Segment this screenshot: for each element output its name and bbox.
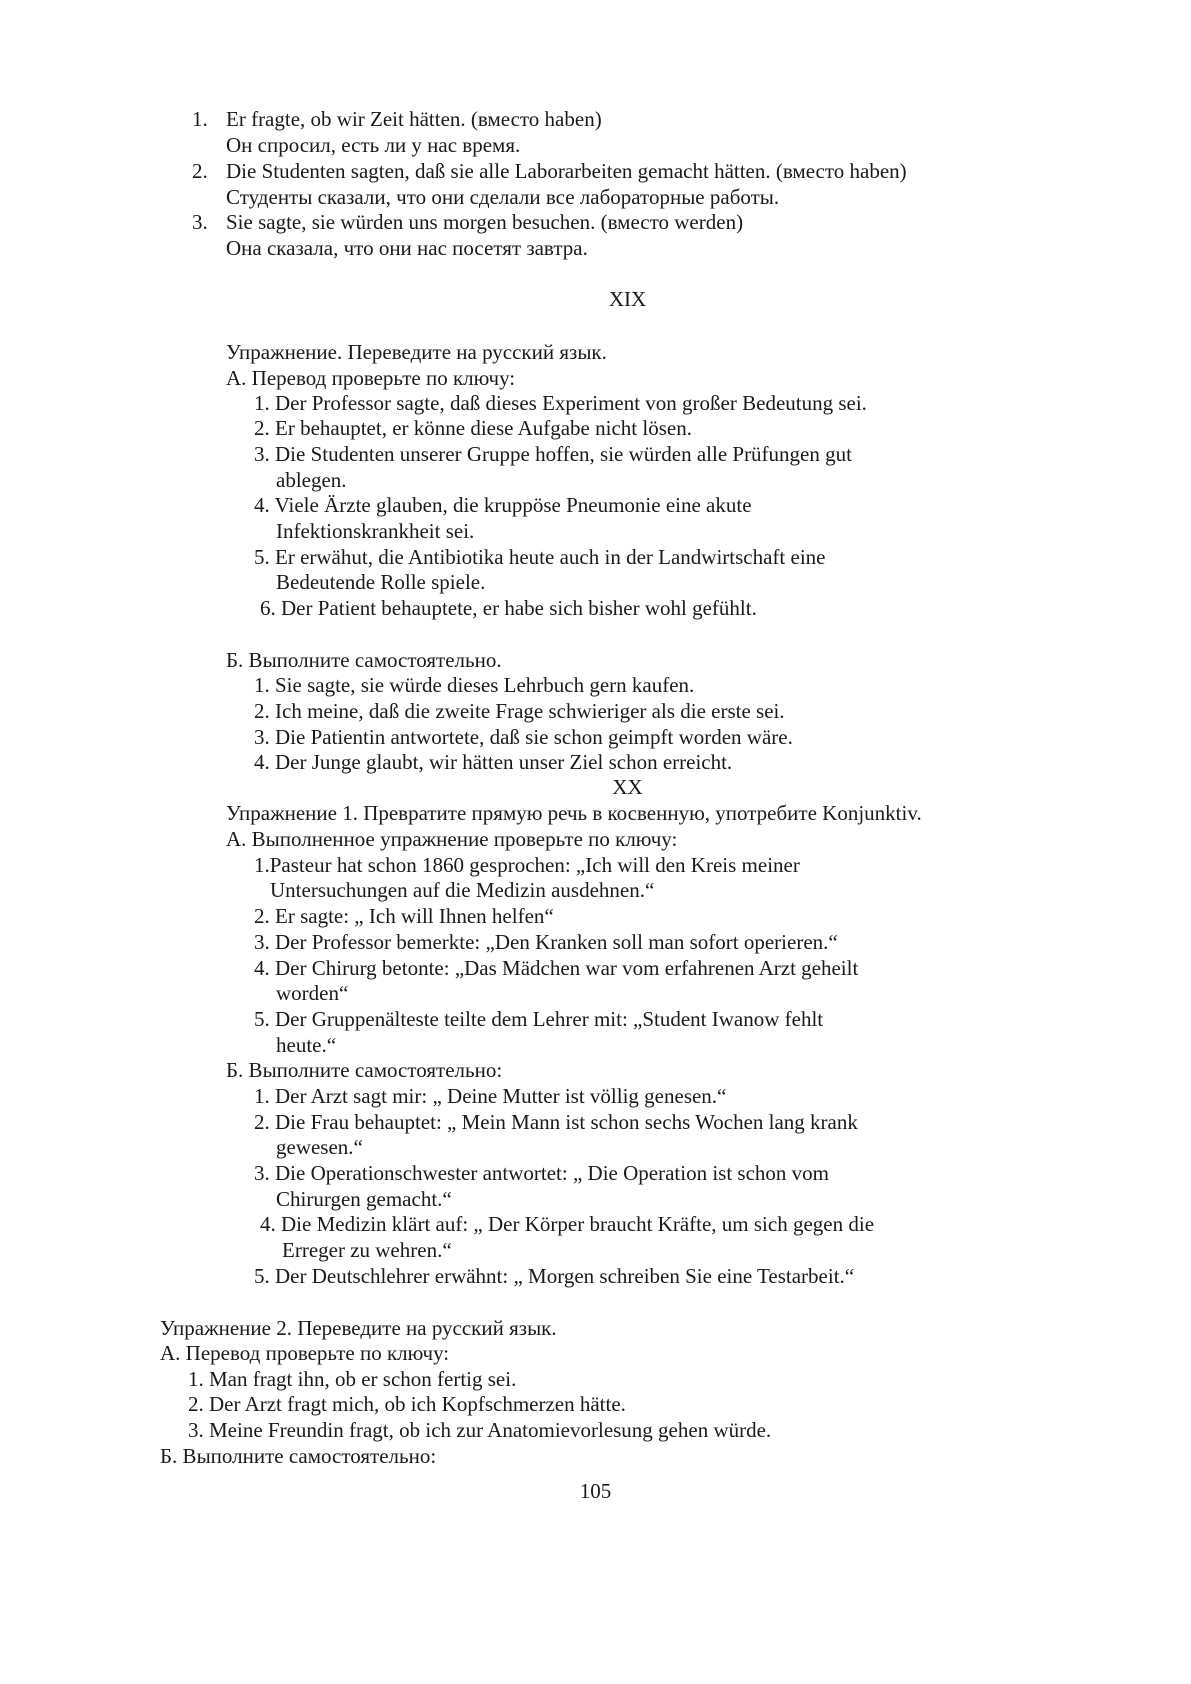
list-item: 5. Der Deutschlehrer erwähnt: „ Morgen schreiben Sie eine Testarbeit.“ [254,1264,855,1288]
list-item: 2. Die Frau behauptet: „ Mein Mann ist schon sechs Wochen lang krank [254,1110,858,1134]
list-item: 5. Er erwähut, die Antibiotika heute auch in der Landwirtschaft eine [254,545,826,569]
list-item: 3. Meine Freundin fragt, ob ich zur Anatomievorlesung gehen würde. [188,1418,772,1442]
list-item: 4. Die Medizin klärt auf: „ Der Körper braucht Kräfte, um sich gegen die [260,1212,875,1236]
list-item-continuation: ablegen. [276,468,347,492]
list-item: 3. Der Professor bemerkte: „Den Kranken soll man sofort operieren.“ [254,930,838,954]
list-number: 3. [192,210,208,234]
list-item-continuation: Untersuchungen auf die Medizin ausdehnen.“ [270,878,655,902]
list-item-continuation: Bedeutende Rolle spiele. [276,570,486,594]
list-item: 4. Der Chirurg betonte: „Das Mädchen war vom erfahrenen Arzt geheilt [254,956,859,980]
list-item: 3. Die Operationschwester antwortet: „ Die Operation ist schon vom [254,1161,830,1185]
part-a-heading: А. Перевод проверьте по ключу: [226,366,516,390]
list-item-continuation: Erreger zu wehren.“ [282,1238,452,1262]
list-number: 2. [192,159,208,183]
part-b-heading: Б. Выполните самостоятельно: [160,1444,437,1468]
list-item-german: Er fragte, ob wir Zeit hätten. (вместо haben) [226,107,602,131]
list-item-russian: Она сказала, что они нас посетят завтра. [226,236,588,260]
part-a-heading: А. Перевод проверьте по ключу: [160,1341,450,1365]
list-item: 1.Pasteur hat schon 1860 gesprochen: „Ich will den Kreis meiner [254,853,800,877]
list-item-russian: Он спросил, есть ли у нас время. [226,133,521,157]
list-number: 1. [192,107,208,131]
list-item: 2. Der Arzt fragt mich, ob ich Kopfschmerzen hätte. [188,1392,626,1416]
list-item-german: Sie sagte, sie würden uns morgen besuchen. (вместо werden) [226,210,744,234]
exercise-title: Упражнение 1. Превратите прямую речь в косвенную, употребите Konjunktiv. [226,801,922,825]
part-b-heading: Б. Выполните самостоятельно: [226,1058,503,1082]
list-item-continuation: worden“ [276,981,349,1005]
list-item-continuation: Infektionskrankheit sei. [276,519,475,543]
list-item: 6. Der Patient behauptete, er habe sich bisher wohl gefühlt. [260,596,757,620]
list-item: 2. Er behauptet, er könne diese Aufgabe nicht lösen. [254,416,692,440]
list-item: 4. Der Junge glaubt, wir hätten unser Ziel schon erreicht. [254,750,733,774]
part-b-heading: Б. Выполните самостоятельно. [226,648,502,672]
list-item: 3. Die Patientin antwortete, daß sie schon geimpft worden wäre. [254,725,793,749]
part-a-heading: А. Выполненное упражнение проверьте по ключу: [226,827,678,851]
page-number: 105 [579,1479,612,1503]
list-item: 1. Man fragt ihn, ob er schon fertig sei. [188,1367,517,1391]
list-item-continuation: heute.“ [276,1033,337,1057]
exercise-title: Упражнение 2. Переведите на русский язык. [160,1316,557,1340]
list-item: 4. Viele Ärzte glauben, die kruppöse Pneumonie eine akute [254,493,752,517]
list-item-russian: Студенты сказали, что они сделали все лабораторные работы. [226,185,780,209]
list-item: 1. Der Arzt sagt mir: „ Deine Mutter ist völlig genesen.“ [254,1084,727,1108]
list-item-continuation: gewesen.“ [276,1135,363,1159]
list-item: 1. Der Professor sagte, daß dieses Experiment von großer Bedeutung sei. [254,391,867,415]
list-item: 2. Ich meine, daß die zweite Frage schwieriger als die erste sei. [254,699,785,723]
list-item: 1. Sie sagte, sie würde dieses Lehrbuch gern kaufen. [254,673,695,697]
list-item: 5. Der Gruppenälteste teilte dem Lehrer mit: „Student Iwanow fehlt [254,1007,824,1031]
list-item: 3. Die Studenten unserer Gruppe hoffen, sie würden alle Prüfungen gut [254,442,852,466]
list-item-continuation: Chirurgen gemacht.“ [276,1187,452,1211]
list-item-german: Die Studenten sagten, daß sie alle Laborarbeiten gemacht hätten. (вместо haben) [226,159,907,183]
section-heading: XIX [608,287,647,311]
list-item: 2. Er sagte: „ Ich will Ihnen helfen“ [254,904,554,928]
section-heading: XX [612,775,643,799]
exercise-title: Упражнение. Переведите на русский язык. [226,340,607,364]
